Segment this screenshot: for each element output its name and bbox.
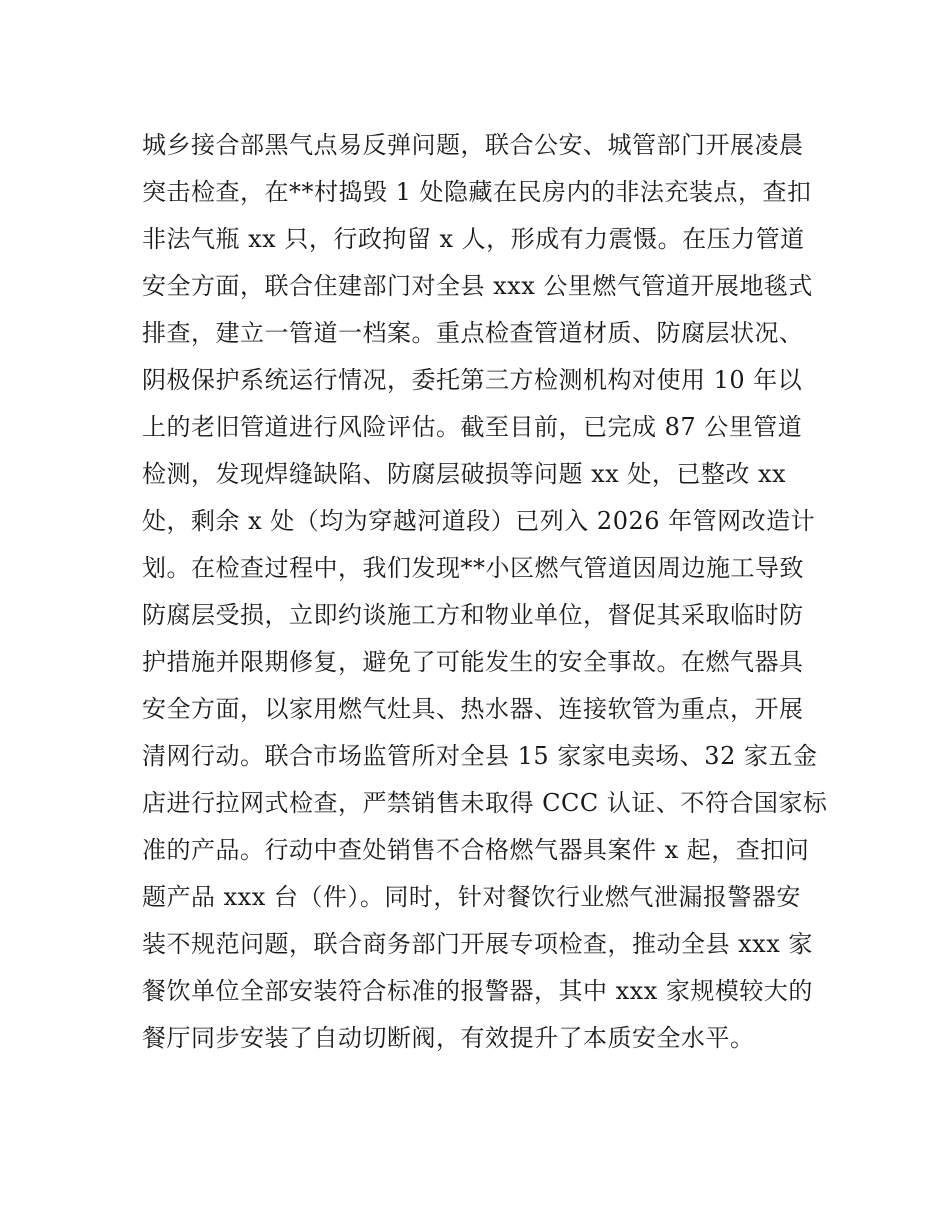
text-line: 安全方面，以家用燃气灶具、热水器、连接软管为重点，开展 [142,695,804,723]
text-line: 检测，发现焊缝缺陷、防腐层破损等问题 xx 处，已整改 xx [142,460,787,488]
text-line: 城乡接合部黑气点易反弹问题，联合公安、城管部门开展凌晨 [142,131,804,159]
text-line: 安全方面，联合住建部门对全县 xxx 公里燃气管道开展地毯式 [142,272,813,300]
text-line: 准的产品。行动中查处销售不合格燃气器具案件 x 起，查扣问 [142,836,810,864]
text-line: 防腐层受损，立即约谈施工方和物业单位，督促其采取临时防 [142,601,804,629]
text-line: 非法气瓶 xx 只，行政拘留 x 人，形成有力震慑。在压力管道 [142,225,805,253]
text-line: 阴极保护系统运行情况，委托第三方检测机构对使用 10 年以 [142,366,803,394]
text-line: 护措施并限期修复，避免了可能发生的安全事故。在燃气器具 [142,648,804,676]
text-line: 清网行动。联合市场监管所对全县 15 家家电卖场、32 家五金 [142,742,818,770]
text-line: 处，剩余 x 处（均为穿越河道段）已列入 2026 年管网改造计 [142,507,816,535]
text-line: 排查，建立一管道一档案。重点检查管道材质、防腐层状况、 [142,319,804,347]
text-line: 餐饮单位全部安装符合标准的报警器，其中 xxx 家规模较大的 [142,977,813,1005]
body-paragraph [142,122,828,1062]
text-line: 题产品 xxx 台（件）。同时，针对餐饮行业燃气泄漏报警器安 [142,883,801,911]
text-line: 装不规范问题，联合商务部门开展专项检查，推动全县 xxx 家 [142,930,813,958]
text-line: 划。在检查过程中，我们发现**小区燃气管道因周边施工导致 [142,554,804,582]
text-line: 店进行拉网式检查，严禁销售未取得 CCC 认证、不符合国家标 [142,789,828,817]
text-line: 餐厅同步安装了自动切断阀，有效提升了本质安全水平。 [142,1024,755,1052]
text-line: 上的老旧管道进行风险评估。截至目前，已完成 87 公里管道 [142,413,803,441]
text-line: 突击检查，在**村捣毁 1 处隐藏在民房内的非法充装点，查扣 [142,178,812,206]
